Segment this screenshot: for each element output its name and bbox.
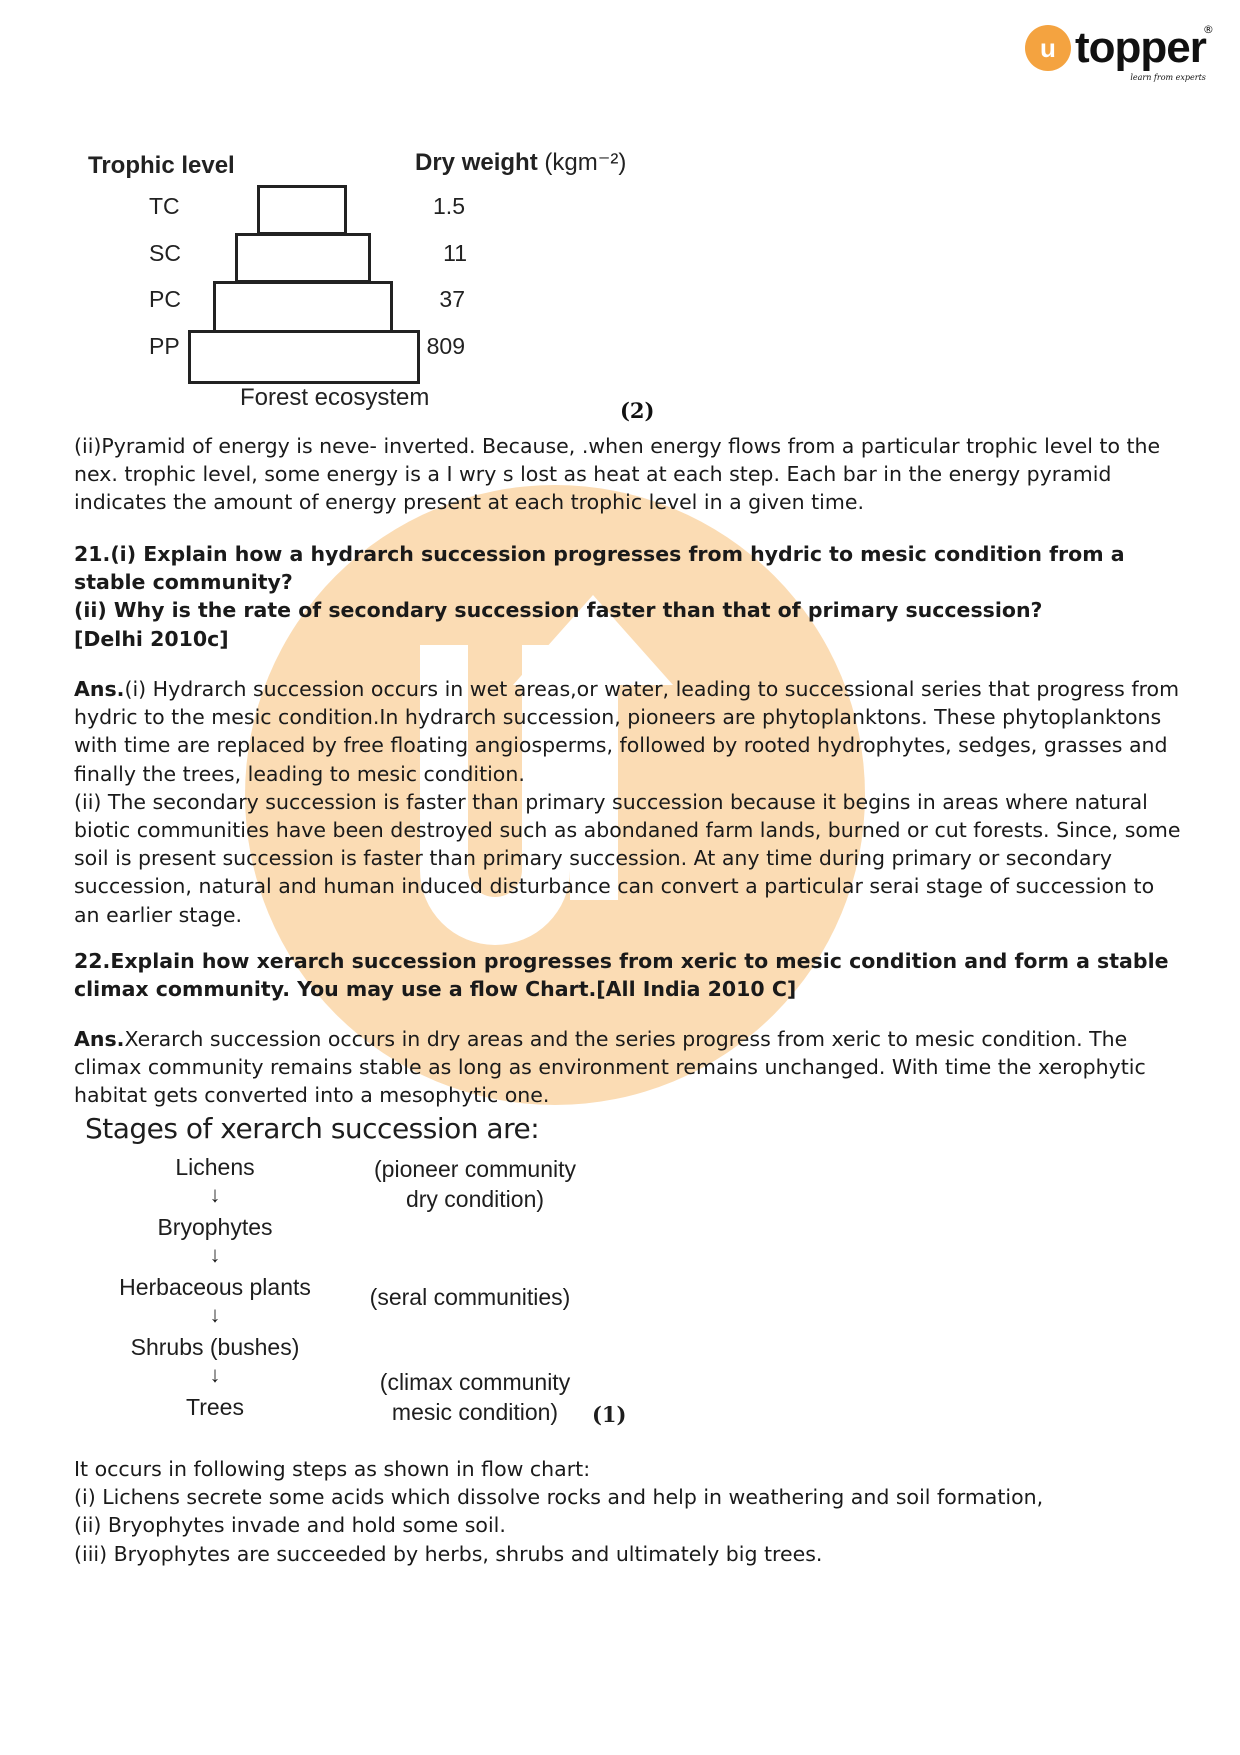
note-line: (climax community — [379, 1369, 571, 1395]
question-21-source: [Delhi 2010c] — [74, 626, 229, 651]
steps-list — [74, 1455, 1184, 1568]
logo-u-arrow-icon: u — [1025, 25, 1071, 71]
arrow-down-icon: ↓ — [209, 1302, 221, 1327]
note-pioneer — [360, 1154, 590, 1214]
level-value: 809 — [426, 333, 465, 359]
question-21-part-i: 21.(i) Explain how a hydrarch succession progresses from hydric to mesic condition from a stable community? — [74, 542, 1125, 595]
note-line: (seral communities) — [369, 1284, 571, 1310]
dry-weight-unit: (kgm⁻²) — [544, 149, 627, 176]
stage-herbaceous-plants: Herbaceous plants — [119, 1274, 311, 1300]
steps-intro: It occurs in following steps as shown in flow chart: — [74, 1457, 591, 1481]
answer-21-part-ii: (ii) The secondary succession is faster than primary succession because it begins in areas where natural biotic communities have been destroyed such as abondaned farm lands, burned or cut forests. Since, some soil is present succession is faster than primary succession. At any time during primary or secondary succession, natural and human induced disturbance can convert a particular serai stage of succession to an earlier stage. — [74, 789, 1181, 927]
bar-tc — [257, 185, 347, 235]
level-value: 1.5 — [433, 193, 465, 219]
marks-label: (1) — [592, 1402, 627, 1427]
dry-weight-header — [415, 148, 626, 177]
biomass-pyramid-figure — [85, 148, 685, 428]
question-22: 22.Explain how xerarch succession progresses from xeric to mesic condition and form a stable climax community. You may use a flow Chart.[All India 2010 C] — [74, 949, 1169, 1002]
question-21 — [74, 540, 1184, 653]
trophic-level-header: Trophic level — [88, 152, 235, 179]
step-item: (i) Lichens secrete some acids which dissolve rocks and help in weathering and soil formation, — [74, 1485, 1044, 1510]
answer-22-text: Xerarch succession occurs in dry areas and the series progress from xeric to mesic condition. The climax community remains stable as long as environment remains unchanged. With time the xerophytic habitat gets converted into a mesophytic one. — [74, 1027, 1146, 1108]
logo-wordmark: topper — [1075, 23, 1206, 72]
bar-pc — [213, 281, 393, 333]
question-21-part-ii: (ii) Why is the rate of secondary succession faster than that of primary succession? — [74, 598, 1043, 623]
answer-21 — [74, 675, 1184, 929]
logo-tagline: learn from experts — [1130, 73, 1206, 82]
stage-shrubs: Shrubs (bushes) — [130, 1334, 300, 1360]
answer-prefix: Ans. — [74, 677, 125, 701]
bar-pp — [188, 330, 420, 384]
energy-pyramid-paragraph: (ii)Pyramid of energy is neve- inverted. Because, .when energy flows from a particular trophic level to the nex. trophic level, some energy is a I wry s lost as heat at each step. Each bar in the energy pyramid indicates the amount of energy present at each trophic level in a given time. — [74, 434, 1161, 515]
note-climax — [365, 1367, 585, 1427]
answer-prefix: Ans. — [74, 1027, 125, 1051]
note-line: dry condition) — [405, 1186, 545, 1212]
arrow-down-icon: ↓ — [209, 1242, 221, 1267]
flowchart-title: Stages of xerarch succession are: — [85, 1112, 540, 1145]
level-label: TC — [149, 193, 180, 219]
level-label: PC — [149, 286, 181, 312]
answer-22 — [74, 1025, 1184, 1110]
pyramid-caption: Forest ecosystem — [240, 384, 430, 411]
stage-bryophytes: Bryophytes — [157, 1214, 273, 1240]
marks-label: (2) — [620, 398, 655, 423]
dry-weight-label: Dry weight — [415, 149, 538, 176]
stage-lichens: Lichens — [175, 1154, 255, 1180]
level-value: 11 — [443, 240, 467, 266]
note-line: mesic condition) — [391, 1399, 559, 1425]
note-seral — [350, 1282, 590, 1312]
arrow-down-icon: ↓ — [209, 1362, 221, 1387]
xerarch-flowchart — [80, 1112, 640, 1442]
registered-mark: ® — [1202, 23, 1214, 36]
step-item: (ii) Bryophytes invade and hold some soil. — [74, 1513, 506, 1538]
level-label: SC — [149, 240, 181, 266]
level-label: PP — [149, 333, 180, 359]
answer-21-part-i: (i) Hydrarch succession occurs in wet areas,or water, leading to successional series that progress from hydric to the mesic condition.In hydrarch succession, pioneers are phytoplanktons. These phytoplanktons with time are replaced by free floating angiosperms, followed by rooted hydrophytes, sedges, grasses and finally the trees, leading to mesic condition. — [74, 677, 1180, 786]
brand-logo — [1025, 23, 1214, 82]
stage-trees: Trees — [186, 1394, 244, 1420]
note-line: (pioneer community — [374, 1156, 576, 1182]
step-item: (iii) Bryophytes are succeeded by herbs, shrubs and ultimately big trees. — [74, 1541, 823, 1566]
arrow-down-icon: ↓ — [209, 1182, 221, 1207]
level-value: 37 — [439, 286, 465, 312]
bar-sc — [235, 233, 371, 283]
